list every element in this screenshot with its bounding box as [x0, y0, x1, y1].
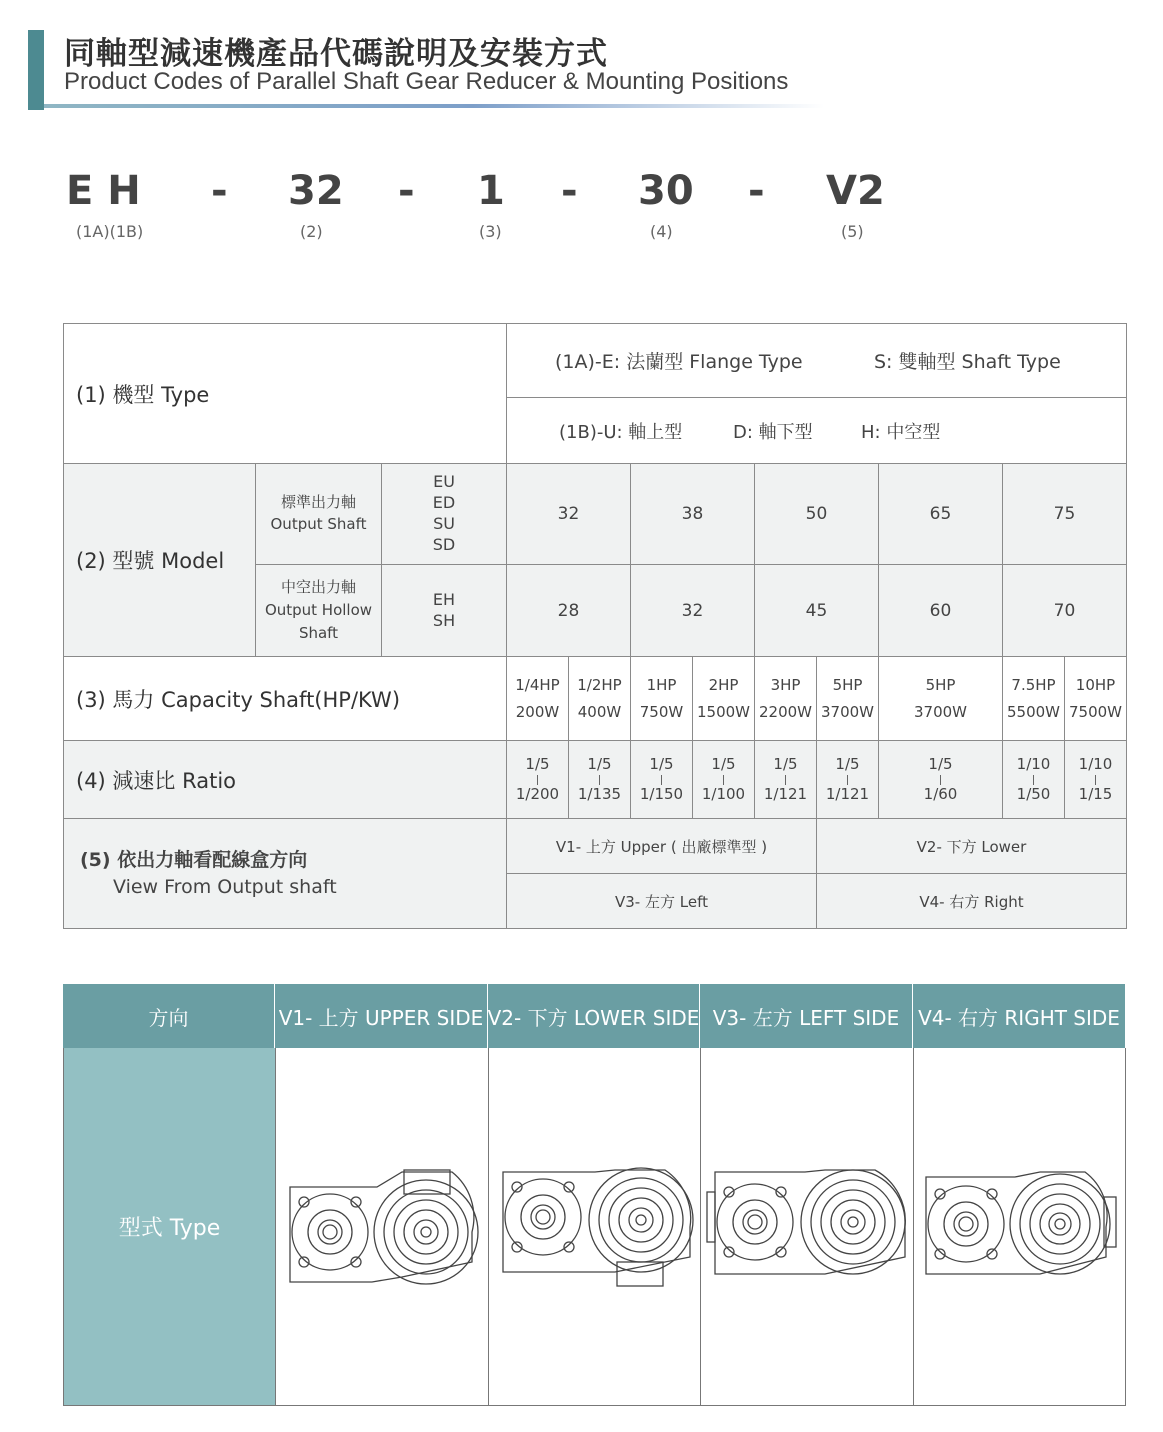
ratio-min: 1/10: [1016, 754, 1051, 773]
watt-value: 5500W: [1006, 702, 1060, 721]
output-shaft-label: [255, 463, 382, 565]
mount-header-v4: V4- 右方 RIGHT SIDE: [913, 984, 1125, 1048]
view-v4: V4- 右方 Right: [816, 873, 1127, 929]
code-separator: -: [398, 168, 415, 214]
code-index: (2): [300, 222, 323, 241]
watt-value: 200W: [515, 702, 560, 721]
code-part-direction: V2: [826, 168, 885, 214]
ratio-divider: [599, 775, 600, 785]
hp-value: 1/4HP: [515, 675, 560, 694]
mount-cell-v3: [700, 1048, 914, 1406]
output-shaft-zh: 標準出力軸: [280, 493, 356, 512]
watt-value: 1500W: [696, 702, 750, 721]
mount-cell-v2: [488, 1048, 701, 1406]
page-subtitle: Product Codes of Parallel Shaft Gear Reducer & Mounting Positions: [64, 68, 789, 95]
ratio-label: (4) 減速比 Ratio: [63, 740, 507, 819]
code-index: (1A)(1B): [76, 222, 144, 241]
hollow-model-cell: 45: [754, 564, 879, 657]
hp-value: 1HP: [646, 675, 677, 694]
ratio-min: 1/5: [928, 754, 953, 773]
type-u: (1B)-U: 軸上型: [559, 421, 683, 443]
code-separator: -: [211, 168, 228, 214]
ratio-max: 1/15: [1078, 784, 1113, 803]
ratio-min: 1/10: [1078, 754, 1113, 773]
mount-header-v3: V3- 左方 LEFT SIDE: [700, 984, 913, 1048]
hp-value: 10HP: [1075, 675, 1116, 694]
hp-value: 5HP: [832, 675, 863, 694]
ratio-cell: [1002, 740, 1065, 819]
view-v1: V1- 上方 Upper ( 出廠標準型 ): [506, 818, 817, 874]
shaft-code: SU: [433, 514, 455, 533]
ratio-cell: [630, 740, 693, 819]
ratio-cell: [754, 740, 817, 819]
hollow-shaft-codes: [381, 564, 507, 657]
code-separator: -: [748, 168, 765, 214]
direction-header: 方向: [63, 984, 275, 1048]
capacity-cell: [568, 656, 631, 741]
ratio-min: 1/5: [711, 754, 736, 773]
type-d: D: 軸下型: [733, 421, 813, 443]
ratio-min: 1/5: [649, 754, 674, 773]
mount-cell-v4: [913, 1048, 1126, 1406]
shaft-code: SH: [432, 610, 456, 630]
output-model-cell: 32: [506, 463, 631, 565]
ratio-divider: [785, 775, 786, 785]
ratio-divider: [537, 775, 538, 785]
output-model-cell: 50: [754, 463, 879, 565]
type-shaft: S: 雙軸型 Shaft Type: [874, 351, 1061, 373]
watt-value: 2200W: [758, 702, 812, 721]
ratio-cell: [568, 740, 631, 819]
ratio-divider: [1033, 775, 1034, 785]
capacity-cell: [878, 656, 1003, 741]
capacity-cell: [692, 656, 755, 741]
code-part-type: E H: [66, 168, 141, 214]
ratio-max: 1/60: [923, 784, 958, 803]
capacity-cell: [754, 656, 817, 741]
view-v2: V2- 下方 Lower: [816, 818, 1127, 874]
ratio-cell: [1064, 740, 1127, 819]
output-model-cell: 75: [1002, 463, 1127, 565]
type-1a-row: [506, 323, 1127, 398]
shaft-code: SD: [432, 534, 456, 554]
hollow-model-cell: 32: [630, 564, 755, 657]
gear-reducer-upper-drawing: [282, 1162, 482, 1292]
watt-value: 3700W: [913, 702, 967, 721]
ratio-max: 1/50: [1016, 784, 1051, 803]
code-part-model: 32: [288, 168, 344, 214]
capacity-cell: [630, 656, 693, 741]
ratio-max: 1/100: [701, 784, 746, 803]
ratio-divider: [1095, 775, 1096, 785]
gear-reducer-right-drawing: [920, 1162, 1120, 1292]
capacity-label: (3) 馬力 Capacity Shaft(HP/KW): [63, 656, 507, 741]
ratio-divider: [661, 775, 662, 785]
view-label-en: View From Output shaft: [113, 875, 337, 898]
output-shaft-codes: [381, 463, 507, 565]
page-title: 同軸型減速機產品代碼說明及安裝方式: [64, 36, 608, 72]
code-index: (3): [479, 222, 502, 241]
ratio-max: 1/200: [515, 784, 560, 803]
gear-reducer-left-drawing: [705, 1162, 910, 1292]
capacity-cell: [1064, 656, 1127, 741]
hollow-shaft-label: [255, 564, 382, 657]
mount-header-v1: V1- 上方 UPPER SIDE: [275, 984, 488, 1048]
capacity-cell: [1002, 656, 1065, 741]
shaft-code: EH: [432, 589, 456, 609]
ratio-cell: [692, 740, 755, 819]
ratio-max: 1/135: [577, 784, 622, 803]
hollow-shaft-zh: 中空出力軸: [280, 577, 356, 596]
shaft-code: ED: [432, 493, 456, 513]
code-part-ratio: 30: [638, 168, 694, 214]
ratio-min: 1/5: [773, 754, 798, 773]
model-label: (2) 型號 Model: [63, 463, 256, 657]
output-shaft-en: Output Shaft: [270, 515, 367, 533]
ratio-divider: [847, 775, 848, 785]
code-index: (4): [650, 222, 673, 241]
ratio-min: 1/5: [525, 754, 550, 773]
capacity-cell: [816, 656, 879, 741]
ratio-min: 1/5: [587, 754, 612, 773]
ratio-divider: [940, 775, 941, 785]
hp-value: 3HP: [770, 675, 801, 694]
mount-header-v2: V2- 下方 LOWER SIDE: [488, 984, 700, 1048]
title-underline: [44, 104, 824, 108]
type-flange: (1A)-E: 法蘭型 Flange Type: [555, 351, 803, 373]
ratio-cell: [816, 740, 879, 819]
ratio-cell: [878, 740, 1003, 819]
mount-cell-v1: [275, 1048, 489, 1406]
ratio-cell: [506, 740, 569, 819]
output-model-cell: 38: [630, 463, 755, 565]
hollow-shaft-en: Output Hollow Shaft: [264, 600, 373, 643]
ratio-divider: [723, 775, 724, 785]
hp-value: 7.5HP: [1011, 675, 1056, 694]
hollow-model-cell: 70: [1002, 564, 1127, 657]
code-separator: -: [561, 168, 578, 214]
watt-value: 750W: [639, 702, 684, 721]
view-label: [63, 818, 507, 929]
watt-value: 7500W: [1068, 702, 1122, 721]
code-part-capacity: 1: [477, 168, 505, 214]
shaft-code: EU: [433, 472, 455, 492]
ratio-max: 1/150: [639, 784, 684, 803]
hollow-model-cell: 28: [506, 564, 631, 657]
hollow-model-cell: 60: [878, 564, 1003, 657]
type-h: H: 中空型: [861, 421, 941, 443]
hp-value: 2HP: [708, 675, 739, 694]
ratio-max: 1/121: [763, 784, 808, 803]
watt-value: 400W: [577, 702, 622, 721]
ratio-max: 1/121: [825, 784, 870, 803]
title-accent-bar: [28, 30, 44, 110]
type-1b-row: [506, 397, 1127, 464]
code-index: (5): [841, 222, 864, 241]
view-label-zh: (5) 依出力軸看配線盒方向: [80, 848, 308, 871]
type-label: (1) 機型 Type: [63, 323, 507, 464]
type-row-label: 型式 Type: [63, 1048, 276, 1406]
ratio-min: 1/5: [835, 754, 860, 773]
view-v3: V3- 左方 Left: [506, 873, 817, 929]
output-model-cell: 65: [878, 463, 1003, 565]
gear-reducer-lower-drawing: [495, 1162, 695, 1292]
capacity-cell: [506, 656, 569, 741]
watt-value: 3700W: [820, 702, 874, 721]
hp-value: 5HP: [925, 675, 956, 694]
hp-value: 1/2HP: [577, 675, 622, 694]
